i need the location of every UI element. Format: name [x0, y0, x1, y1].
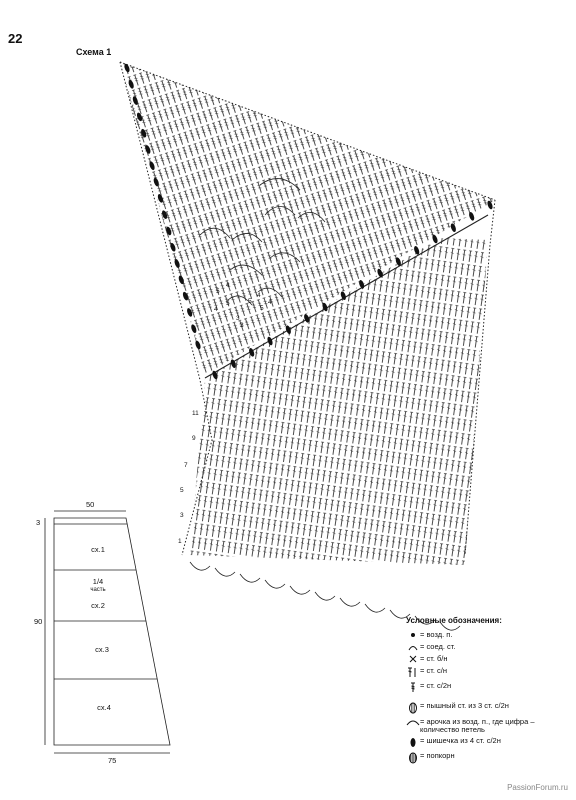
- legend-item-text: = шишечка из 4 ст. с/2н: [420, 736, 501, 745]
- legend-item-text: = ст. с/н: [420, 666, 447, 675]
- legend: [406, 617, 571, 768]
- puff-stitch-icon: [406, 702, 420, 714]
- section-label: сх.2: [91, 601, 105, 610]
- legend-item-text: = попкорн: [420, 751, 455, 760]
- chain-dot-icon: [406, 631, 420, 639]
- bobble-icon: [406, 737, 420, 748]
- arch-count: 5: [248, 298, 252, 305]
- legend-item: [406, 752, 571, 764]
- arch-count: 5: [216, 288, 220, 295]
- dim-bottom-label: 75: [108, 756, 117, 765]
- dim-top-label: 50: [86, 500, 95, 509]
- legend-item-text: = пышный ст. из 3 ст. с/2н: [420, 701, 509, 710]
- arch-count: 5: [260, 305, 264, 312]
- row-number-5: 5: [180, 487, 184, 494]
- legend-item: [406, 655, 571, 663]
- legend-item: [406, 702, 571, 714]
- scallop-mark: [190, 562, 210, 570]
- arch-count: 5: [226, 300, 230, 307]
- section-label: сх.1: [91, 545, 105, 554]
- legend-title: Условные обозначения:: [406, 616, 502, 625]
- arch-count: 4: [268, 299, 272, 306]
- legend-item: [406, 643, 571, 651]
- single-crochet-icon: [406, 655, 420, 663]
- slip-stitch-icon: [406, 643, 420, 651]
- scallop-mark: [365, 604, 385, 612]
- scallop-mark: [265, 580, 285, 588]
- arch-count: 4: [214, 306, 218, 313]
- popcorn-icon: [406, 752, 420, 764]
- section-label: сх.4: [97, 703, 111, 712]
- scallop-mark: [215, 568, 235, 576]
- legend-item: [406, 667, 571, 678]
- arch-count: 3: [240, 322, 244, 329]
- arch-count: 4: [226, 282, 230, 289]
- row-number-11: 11: [192, 410, 199, 417]
- scallop-mark: [315, 592, 335, 600]
- legend-item: [406, 682, 571, 693]
- legend-item-text: = соед. ст.: [420, 642, 456, 651]
- legend-item: [406, 718, 571, 733]
- legend-item-text: = возд. п.: [420, 630, 453, 639]
- page-number: 22: [8, 31, 23, 46]
- row-number-7: 7: [184, 462, 188, 469]
- scallop-mark: [290, 586, 310, 594]
- scallop-mark: [340, 598, 360, 606]
- treble-crochet-icon: [406, 682, 420, 693]
- legend-item: [406, 737, 571, 748]
- arch-count: 4: [257, 292, 261, 299]
- arch-count: 3: [236, 315, 240, 322]
- row-number-9: 9: [192, 435, 196, 442]
- legend-item: [406, 631, 571, 639]
- section-label: сх.3: [95, 645, 109, 654]
- chain-arch-icon: [406, 718, 420, 726]
- legend-item-text: = ст. б/н: [420, 654, 448, 663]
- watermark: PassionForum.ru: [507, 783, 568, 792]
- double-crochet-icon: [406, 667, 420, 678]
- row-number-1: 1: [178, 538, 182, 545]
- legend-item-text: = ст. с/2н: [420, 681, 452, 690]
- dim-height-label: 90: [34, 617, 43, 626]
- scallop-mark: [240, 574, 260, 582]
- scheme-title: Схема 1: [76, 47, 112, 57]
- dim-band-label: 3: [36, 518, 41, 527]
- section-label: 1/4: [92, 577, 104, 586]
- legend-item-text: = арочка из возд. п., где цифра – количество петель: [420, 717, 535, 734]
- section-label: часть: [90, 587, 106, 593]
- row-number-3: 3: [180, 512, 184, 519]
